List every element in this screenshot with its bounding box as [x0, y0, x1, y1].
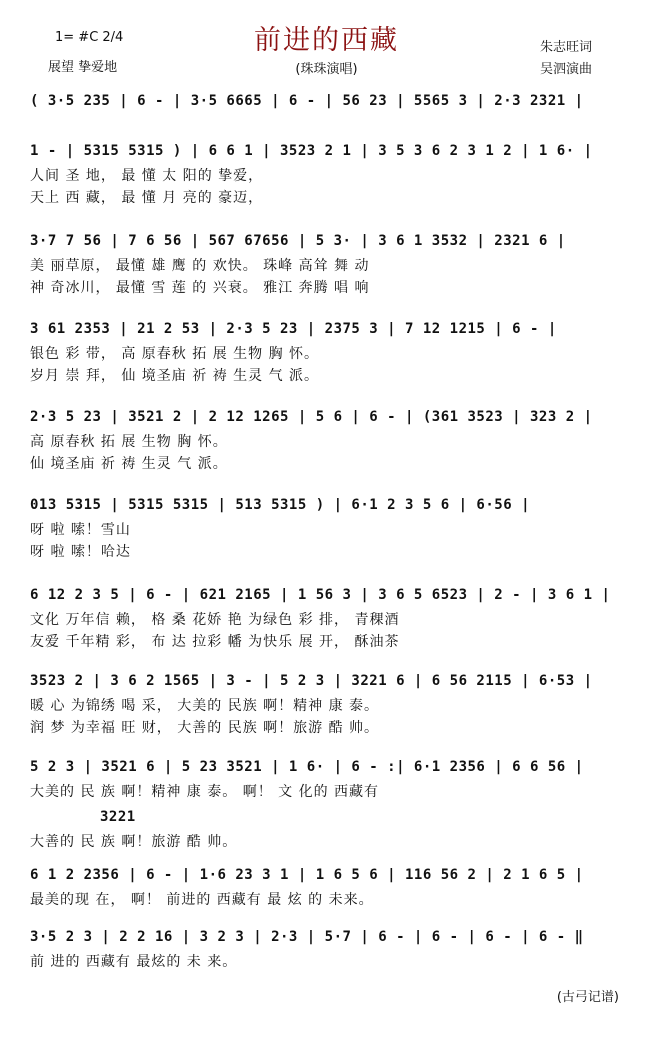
score-system-alt-ending: [0, 804, 653, 862]
score-system: [0, 668, 653, 754]
lyric-verse-2: 神 奇冰川， 最懂 雪 莲 的 兴衰。 雅江 奔腾 唱 响: [30, 280, 370, 296]
lyric-verse-2: 天上 西 藏， 最 懂 月 亮的 豪迈，: [30, 190, 264, 206]
lyric-verse-1: 高 原春秋 拓 展 生物 胸 怀。: [30, 434, 228, 450]
transcriber-note: (古弓记谱): [556, 990, 619, 1005]
lyric-verse-2: 岁月 崇 拜， 仙 境圣庙 祈 祷 生灵 气 派。: [30, 368, 320, 384]
notation-line: 013 5315 | 5315 5315 | 513 5315 ) | 6·1 2 3 5 6 | 6·56 |: [30, 497, 531, 513]
lyric-verse-1: 前 进的 西藏有 最炫的 未 来。: [30, 954, 238, 970]
singer-credit: (珠珠演唱): [295, 62, 358, 77]
notation-line: 3 61 2353 | 21 2 53 | 2·3 5 23 | 2375 3 | 7 12 1215 | 6 - |: [30, 321, 557, 337]
lyric-verse-1: 暖 心 为锦绣 喝 采， 大美的 民族 啊！精神 康 泰。: [30, 698, 380, 714]
notation-line: 6 12 2 3 5 | 6 - | 621 2165 | 1 56 3 | 3 6 5 6523 | 2 - | 3 6 1 |: [30, 587, 611, 603]
lyricist-credit: 朱志旺词: [540, 40, 593, 55]
lyric-verse-2: 润 梦 为幸福 旺 财， 大善的 民族 啊！旅游 酷 帅。: [30, 720, 380, 736]
lyric-verse-1: 最美的现 在， 啊！ 前进的 西藏有 最 炫 的 未来。: [30, 892, 374, 908]
score-system: [0, 316, 653, 404]
score-system: [0, 404, 653, 492]
performance-mood: 展望 挚爱地: [48, 60, 118, 75]
notation-line: 3·5 2 3 | 2 2 16 | 3 2 3 | 2·3 | 5·7 | 6 - | 6 - | 6 - | 6 - ‖: [30, 929, 584, 945]
lyric-verse-1: 呀 啦 嗦！雪山: [30, 522, 131, 538]
score-body: [0, 88, 653, 984]
lyric-verse-1: 银色 彩 带， 高 原春秋 拓 展 生物 胸 怀。: [30, 346, 320, 362]
lyric-verse-2: 友爱 千年精 彩， 布 达 拉彩 幡 为快乐 展 开， 酥油茶: [30, 634, 400, 650]
score-system: [0, 228, 653, 316]
score-system: [0, 138, 653, 228]
score-system: [0, 924, 653, 984]
notation-line: 3523 2 | 3 6 2 1565 | 3 - | 5 2 3 | 3221 6 | 6 56 2115 | 6·53 |: [30, 673, 593, 689]
notation-line: 1 - | 5315 5315 ) | 6 6 1 | 3523 2 1 | 3 5 3 6 2 3 1 2 | 1 6· |: [30, 143, 593, 159]
notation-line: ( 3·5 235 | 6 - | 3·5 6665 | 6 - | 56 23 | 5565 3 | 2·3 2321 |: [30, 93, 584, 109]
score-system: [0, 754, 653, 804]
score-system: [0, 582, 653, 668]
lyric-verse-1: 美 丽草原， 最懂 雄 鹰 的 欢快。 珠峰 高耸 舞 动: [30, 258, 370, 274]
notation-line: 6 1 2 2356 | 6 - | 1·6 23 3 1 | 1 6 5 6 | 116 56 2 | 2 1 6 5 |: [30, 867, 584, 883]
lyric-verse-1: 文化 万年信 赖， 格 桑 花娇 艳 为绿色 彩 排， 青稞酒: [30, 612, 400, 628]
alternate-notation: 3221: [100, 809, 136, 825]
lyric-verse-2: 仙 境圣庙 祈 祷 生灵 气 派。: [30, 456, 228, 472]
score-system: [0, 492, 653, 582]
lyric-verse-2: 呀 啦 嗦！哈达: [30, 544, 131, 560]
lyric-verse-1: 人间 圣 地， 最 懂 太 阳的 挚爱，: [30, 168, 264, 184]
song-title: 前进的西藏: [254, 25, 399, 56]
composer-credit: 吴泗演曲: [540, 62, 593, 77]
lyric-verse-2: 大善的 民 族 啊！旅游 酷 帅。: [30, 834, 238, 850]
score-system: [0, 862, 653, 924]
lyric-verse-1: 大美的 民 族 啊！精神 康 泰。 啊！ 文 化的 西藏有: [30, 784, 380, 800]
notation-line: 3·7 7 56 | 7 6 56 | 567 67656 | 5 3· | 3 6 1 3532 | 2321 6 |: [30, 233, 566, 249]
notation-line: 2·3 5 23 | 3521 2 | 2 12 1265 | 5 6 | 6 - | (361 3523 | 323 2 |: [30, 409, 593, 425]
score-system: [0, 88, 653, 138]
notation-line: 5 2 3 | 3521 6 | 5 23 3521 | 1 6· | 6 - :| 6·1 2356 | 6 6 56 |: [30, 759, 584, 775]
key-signature: 1= #C 2/4: [55, 30, 124, 45]
